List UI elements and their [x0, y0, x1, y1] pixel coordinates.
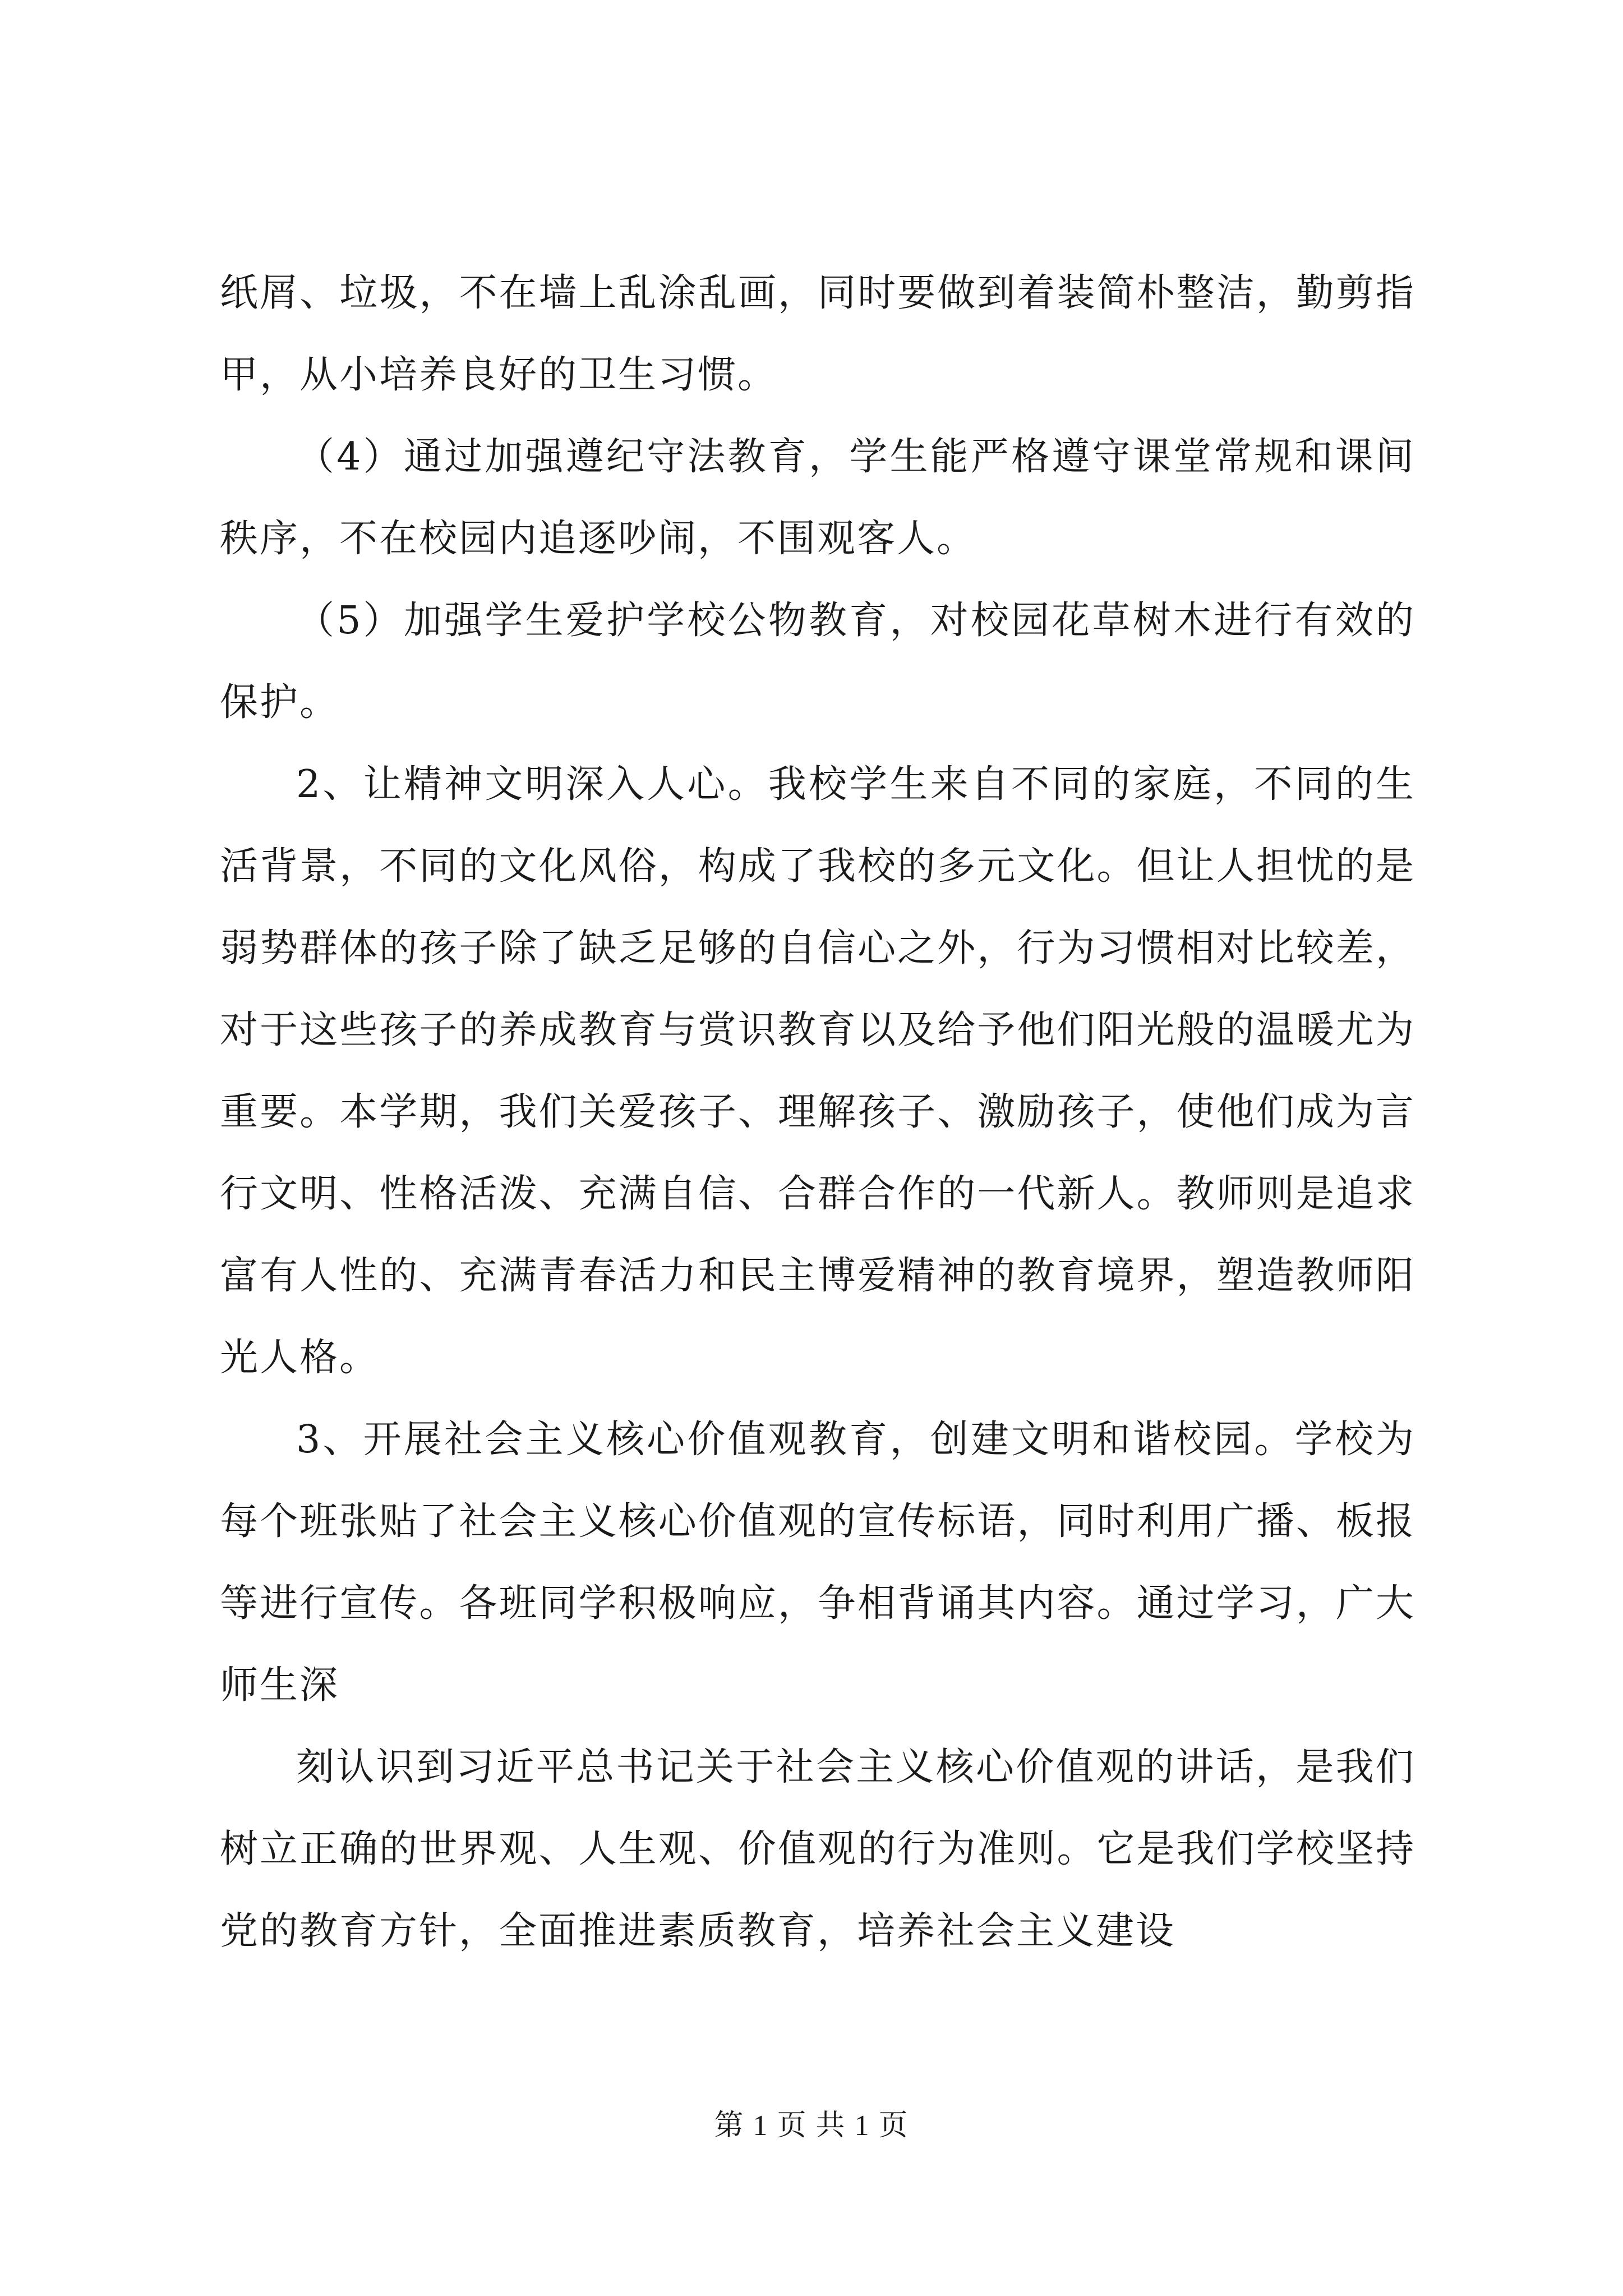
paragraph-section-3-continued: 刻认识到习近平总书记关于社会主义核心价值观的讲话，是我们树立正确的世界观、人生观、价值观的行为准则。它是我们学校坚持党的教育方针，全面推进素质教育，培养社会主义建设: [220, 1745, 1415, 1953]
paragraph-continuation: 纸屑、垃圾，不在墙上乱涂乱画，同时要做到着装简朴整洁，勤剪指甲，从小培养良好的卫生习惯。: [220, 271, 1415, 397]
paragraph-section-3: 3、开展社会主义核心价值观教育，创建文明和谐校园。学校为每个班张贴了社会主义核心价值观的宣传标语，同时利用广播、板报等进行宣传。各班同学积极响应，争相背诵其内容。通过学习，广大师生深: [220, 1418, 1415, 1708]
page-footer: 第 1 页 共 1 页: [714, 2110, 909, 2142]
paragraph-item-4: （4）通过加强遵纪守法教育，学生能严格遵守课堂常规和课间秩序，不在校园内追逐吵闹，不围观客人。: [220, 435, 1415, 561]
document-body: [220, 252, 1415, 1972]
paragraph-section-2: 2、让精神文明深入人心。我校学生来自不同的家庭，不同的生活背景，不同的文化风俗，构成了我校的多元文化。但让人担忧的是弱势群体的孩子除了缺乏足够的自信心之外，行为习惯相对比较差，对于这些孩子的养成教育与赏识教育以及给予他们阳光般的温暖尤为重要。本学期，我们关爱孩子、理解孩子、激励孩子，使他们成为言行文明、性格活泼、充满自信、合群合作的一代新人。教师则是追求富有人性的、充满青春活力和民主博爱精神的教育境界，塑造教师阳光人格。: [220, 762, 1415, 1380]
paragraph-item-5: （5）加强学生爱护学校公物教育，对校园花草树木进行有效的保护。: [220, 599, 1415, 725]
